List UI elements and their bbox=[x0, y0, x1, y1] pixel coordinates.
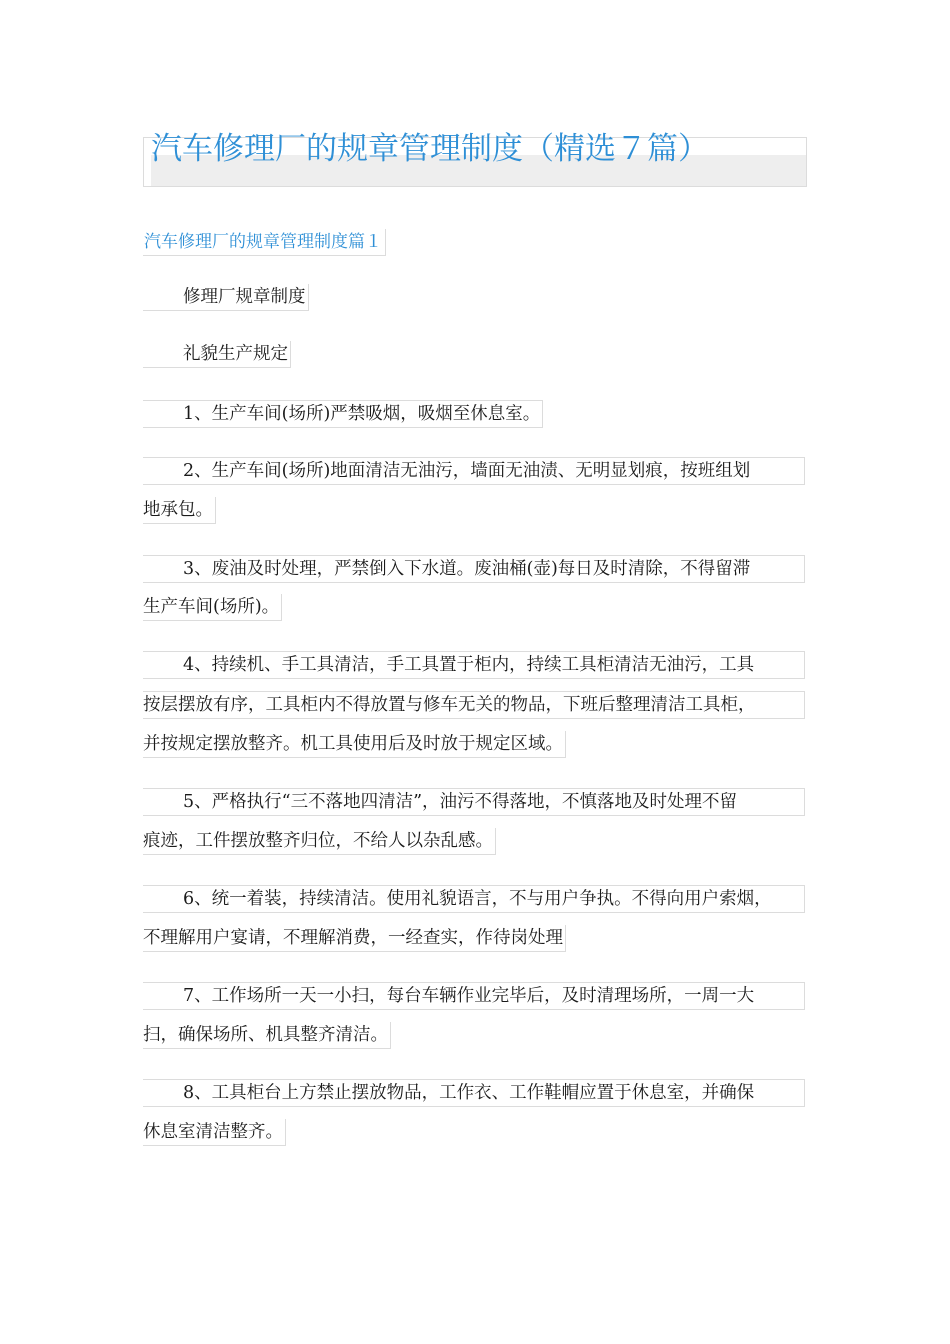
subtitle-regulations: 修理厂规章制度 bbox=[143, 284, 309, 311]
item-8-line-1: 8、工具柜台上方禁止摆放物品，工作衣、工作鞋帽应置于休息室，并确保 bbox=[143, 1079, 805, 1107]
subtitle-production-rules: 礼貌生产规定 bbox=[143, 341, 291, 368]
item-1-line-1: 1、生产车间(场所)严禁吸烟，吸烟至休息室。 bbox=[143, 400, 543, 428]
item-8-line-2: 休息室清洁整齐。 bbox=[143, 1119, 286, 1146]
item-2-line-2: 地承包。 bbox=[143, 497, 216, 524]
item-3-line-1: 3、废油及时处理，严禁倒入下水道。废油桶(壶)每日及时清除，不得留滞 bbox=[143, 555, 805, 583]
item-2-line-1: 2、生产车间(场所)地面清洁无油污，墙面无油渍、无明显划痕，按班组划 bbox=[143, 457, 805, 485]
section-heading: 汽车修理厂的规章管理制度篇１ bbox=[143, 229, 386, 256]
item-4-line-2: 按层摆放有序，工具柜内不得放置与修车无关的物品，下班后整理清洁工具柜， bbox=[143, 691, 805, 719]
item-4-line-1: 4、持续机、手工具清洁，手工具置于柜内，持续工具柜清洁无油污，工具 bbox=[143, 651, 805, 679]
item-7-line-1: 7、工作场所一天一小扫，每台车辆作业完毕后，及时清理场所，一周一大 bbox=[143, 982, 805, 1010]
item-7-line-2: 扫，确保场所、机具整齐清洁。 bbox=[143, 1022, 391, 1049]
item-5-line-1: 5、严格执行“三不落地四清洁”，油污不得落地，不慎落地及时处理不留 bbox=[143, 788, 805, 816]
page-title: 汽车修理厂的规章管理制度（精选７篇） bbox=[151, 131, 709, 167]
item-3-line-2: 生产车间(场所)。 bbox=[143, 594, 282, 621]
item-4-line-3: 并按规定摆放整齐。机工具使用后及时放于规定区域。 bbox=[143, 731, 566, 758]
item-6-line-1: 6、统一着装，持续清洁。使用礼貌语言，不与用户争执。不得向用户索烟， bbox=[143, 885, 805, 913]
item-5-line-2: 痕迹，工件摆放整齐归位，不给人以杂乱感。 bbox=[143, 828, 496, 855]
item-6-line-2: 不理解用户宴请，不理解消费，一经查实，作待岗处理 bbox=[143, 925, 566, 952]
